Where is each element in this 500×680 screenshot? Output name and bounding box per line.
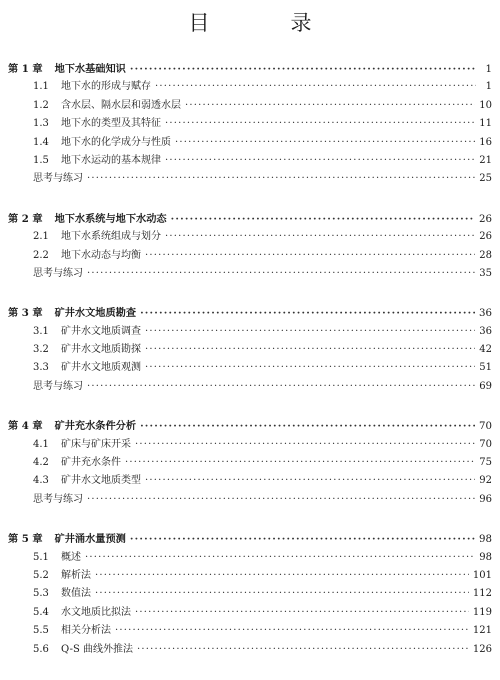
chapter-number: 第 1 章: [8, 63, 43, 75]
exercise-label: 思考与练习: [33, 173, 83, 185]
dot-leader: [85, 549, 475, 567]
page-number: 51: [479, 362, 492, 374]
section-title: 概述: [61, 551, 81, 563]
section-title: 水文地质比拟法: [61, 606, 131, 618]
section-entry[interactable]: [0, 78, 500, 96]
chapter-block: [0, 530, 500, 659]
section-title: 解析法: [61, 569, 91, 581]
dot-leader: [95, 567, 469, 585]
dot-leader: [140, 417, 475, 435]
section-number: 5.4: [33, 606, 49, 618]
page-number: 70: [479, 421, 492, 433]
chapter-block: [0, 60, 500, 189]
dot-leader: [145, 359, 475, 377]
page-number: 16: [479, 136, 492, 148]
dot-leader: [145, 247, 475, 265]
table-of-contents: [0, 60, 500, 680]
page-number: 75: [479, 457, 492, 469]
exercise-entry[interactable]: [0, 378, 500, 396]
exercise-entry[interactable]: [0, 491, 500, 509]
page-number: 98: [479, 551, 492, 563]
page-number: 10: [479, 99, 492, 111]
section-title: 地下水系统组成与划分: [61, 231, 161, 243]
section-entry[interactable]: [0, 436, 500, 454]
page-number: 1: [485, 64, 492, 75]
section-entry[interactable]: [0, 247, 500, 265]
section-entry[interactable]: [0, 549, 500, 567]
section-title: 地下水运动的基本规律: [61, 154, 161, 166]
section-entry[interactable]: [0, 567, 500, 585]
section-title: 矿井水文地质观测: [61, 362, 141, 374]
section-number: 1.2: [33, 99, 49, 111]
section-number: 1.5: [33, 154, 49, 166]
dot-leader: [135, 604, 469, 622]
section-number: 5.2: [33, 569, 49, 581]
section-title: 矿井水文地质调查: [61, 325, 141, 337]
page-number: 126: [472, 643, 492, 655]
section-number: 1.1: [33, 81, 49, 93]
page-number: 112: [472, 588, 492, 600]
exercise-label: 思考与练习: [33, 380, 83, 392]
dot-leader: [165, 228, 475, 246]
section-entry[interactable]: [0, 359, 500, 377]
dot-leader: [165, 152, 475, 170]
section-title: Q-S 曲线外推法: [61, 643, 133, 655]
dot-leader: [171, 210, 475, 228]
section-entry[interactable]: [0, 134, 500, 152]
section-entry[interactable]: [0, 604, 500, 622]
exercise-entry[interactable]: [0, 265, 500, 283]
page-number: 101: [472, 569, 492, 581]
section-number: 2.2: [33, 249, 49, 261]
chapter-title: 矿井充水条件分析: [54, 421, 137, 433]
section-entry[interactable]: [0, 641, 500, 659]
section-entry[interactable]: [0, 472, 500, 490]
chapter-number: 第 4 章: [8, 420, 43, 433]
section-entry[interactable]: [0, 97, 500, 115]
section-number: 5.6: [33, 643, 49, 655]
page-number: 36: [479, 308, 492, 320]
page-number: 36: [479, 325, 492, 337]
section-title: 地下水的类型及其特征: [61, 118, 161, 130]
chapter-title: 矿井水文地质勘查: [54, 308, 137, 320]
page-number: 21: [479, 154, 492, 166]
chapter-number: 第 2 章: [8, 212, 43, 225]
section-entry[interactable]: [0, 115, 500, 133]
chapter-block: [0, 210, 500, 284]
section-title: 矿井水文地质勘探: [61, 344, 141, 356]
page-number: 98: [479, 534, 492, 546]
page-title: 目 录: [188, 11, 342, 35]
section-title: 矿井水文地质类型: [61, 475, 141, 487]
page-number: 96: [479, 493, 492, 505]
section-number: 1.3: [33, 118, 49, 130]
chapter-title: 地下水系统与地下水动态: [54, 213, 167, 225]
section-title: 矿井充水条件: [61, 457, 121, 469]
dot-leader: [145, 341, 475, 359]
chapter-number: 第 3 章: [8, 307, 43, 320]
page-number: 25: [479, 173, 492, 185]
section-title: 地下水的化学成分与性质: [61, 136, 171, 148]
page-number: 1: [485, 81, 492, 93]
section-number: 1.4: [33, 136, 49, 148]
chapter-title: 矿井涌水量预测: [54, 534, 126, 546]
section-number: 4.1: [33, 438, 49, 450]
section-number: 3.1: [33, 325, 49, 337]
section-number: 4.2: [33, 457, 49, 469]
dot-leader: [130, 60, 476, 78]
page-number: 121: [472, 625, 492, 637]
chapter-block: [0, 304, 500, 396]
dot-leader: [87, 170, 475, 188]
section-number: 3.2: [33, 344, 49, 356]
chapter-number: 第 5 章: [8, 533, 43, 546]
dot-leader: [125, 454, 475, 472]
dot-leader: [145, 472, 475, 490]
page-number: 11: [479, 118, 492, 130]
section-title: 矿床与矿床开采: [61, 438, 131, 450]
chapter-entry[interactable]: [0, 530, 500, 548]
chapter-entry[interactable]: [0, 417, 500, 435]
page-number: 119: [472, 606, 492, 618]
dot-leader: [165, 115, 475, 133]
dot-leader: [145, 323, 475, 341]
dot-leader: [87, 265, 475, 283]
dot-leader: [87, 491, 475, 509]
section-entry[interactable]: [0, 585, 500, 603]
page-number: 26: [479, 231, 492, 243]
section-number: 5.1: [33, 551, 49, 563]
section-title: 相关分析法: [61, 625, 111, 637]
dot-leader: [130, 530, 475, 548]
chapter-block: [0, 417, 500, 509]
chapter-entry[interactable]: [0, 304, 500, 322]
dot-leader: [185, 97, 475, 115]
chapter-entry[interactable]: [0, 60, 500, 78]
section-entry[interactable]: [0, 323, 500, 341]
exercise-entry[interactable]: [0, 170, 500, 188]
dot-leader: [155, 78, 476, 96]
section-number: 5.3: [33, 588, 49, 600]
page-number: 92: [479, 475, 492, 487]
section-entry[interactable]: [0, 454, 500, 472]
section-entry[interactable]: [0, 622, 500, 640]
dot-leader: [87, 378, 475, 396]
section-title: 地下水的形成与赋存: [61, 81, 151, 93]
section-number: 3.3: [33, 362, 49, 374]
dot-leader: [135, 436, 475, 454]
section-number: 4.3: [33, 475, 49, 487]
section-entry[interactable]: [0, 228, 500, 246]
section-entry[interactable]: [0, 341, 500, 359]
section-number: 5.5: [33, 625, 49, 637]
dot-leader: [140, 304, 475, 322]
page-number: 28: [479, 249, 492, 261]
dot-leader: [115, 622, 469, 640]
section-number: 2.1: [33, 231, 49, 243]
page-number: 70: [479, 438, 492, 450]
section-title: 数值法: [61, 588, 91, 600]
exercise-label: 思考与练习: [33, 493, 83, 505]
section-title: 含水层、隔水层和弱透水层: [61, 99, 181, 111]
section-entry[interactable]: [0, 152, 500, 170]
dot-leader: [95, 585, 469, 603]
dot-leader: [137, 641, 469, 659]
page-number: 42: [479, 344, 492, 356]
chapter-entry[interactable]: [0, 210, 500, 228]
exercise-label: 思考与练习: [33, 267, 83, 279]
page-number: 69: [479, 380, 492, 392]
section-title: 地下水动态与均衡: [61, 249, 141, 261]
page-number: 35: [479, 267, 492, 279]
page-number: 26: [479, 213, 492, 225]
chapter-title: 地下水基础知识: [54, 64, 126, 75]
dot-leader: [175, 134, 475, 152]
